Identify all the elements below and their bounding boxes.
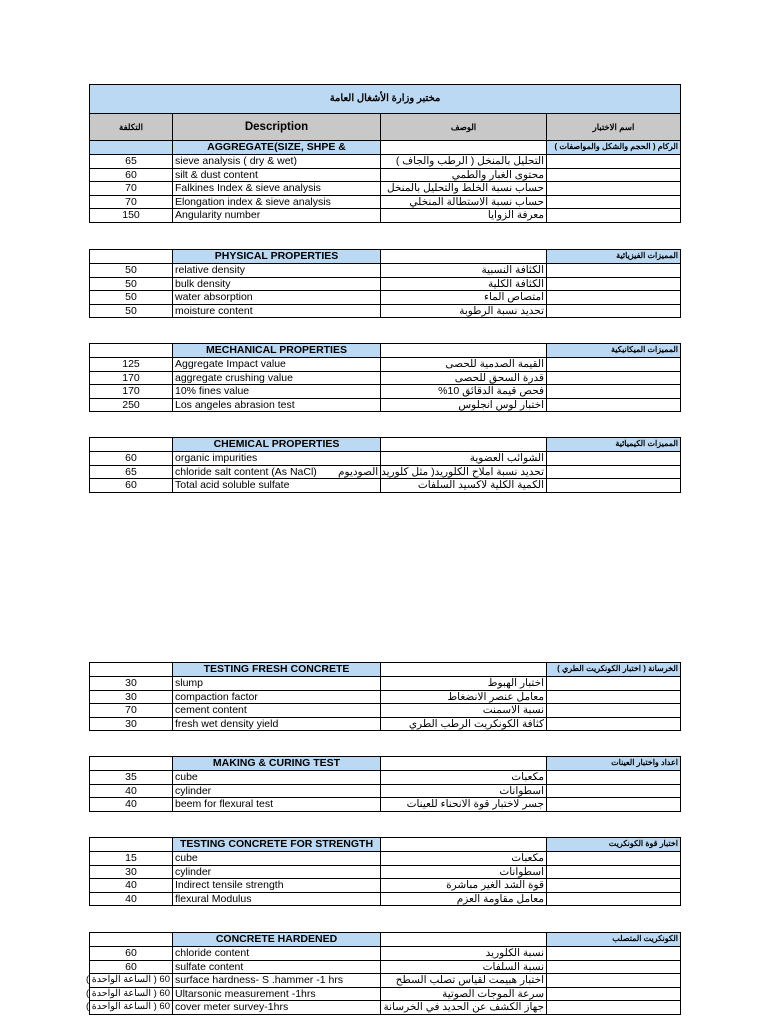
table-row	[90, 291, 681, 305]
description-ar-cell: معامل عنصر الانضغاط	[381, 690, 547, 704]
description-cell: surface hardness- S .hammer -1 hrs	[173, 974, 381, 988]
description-cell: cylinder	[173, 784, 381, 798]
section-blank	[381, 838, 547, 852]
section-title-ar: اعداد واختبار العينات	[547, 757, 681, 771]
section-title-ar: اختبار قوة الكونكريت	[547, 838, 681, 852]
table-row	[90, 452, 681, 466]
table-row	[90, 771, 681, 785]
cost-cell: 60 ( الساعة الواحدة )	[90, 1001, 173, 1015]
cost-cell: 125	[90, 358, 173, 372]
table-row	[90, 879, 681, 893]
section-hardened	[85, 932, 681, 1015]
section-cost-blank	[90, 250, 173, 264]
test-name-cell	[547, 398, 681, 412]
test-name-cell	[547, 155, 681, 169]
table-row	[90, 704, 681, 718]
description-ar-cell: نسبة السلفات	[381, 960, 547, 974]
cost-cell: 40	[90, 784, 173, 798]
table-row	[90, 264, 681, 278]
description-cell: water absorption	[173, 291, 381, 305]
cost-cell: 35	[90, 771, 173, 785]
section-physical	[89, 249, 681, 318]
cost-cell: 60	[90, 452, 173, 466]
description-ar-cell: قوة الشد الغير مباشرة	[381, 879, 547, 893]
table-row	[90, 385, 681, 399]
cost-cell: 50	[90, 304, 173, 318]
description-ar-cell: اسطوانات	[381, 865, 547, 879]
table-row	[90, 277, 681, 291]
section-title: PHYSICAL PROPERTIES	[173, 250, 381, 264]
test-name-cell	[547, 771, 681, 785]
table-row	[90, 865, 681, 879]
table-row	[90, 209, 681, 223]
description-cell: cube	[173, 852, 381, 866]
description-ar-cell: اختبار هبيمت لقياس تصلب السطح	[381, 974, 547, 988]
table-row	[90, 784, 681, 798]
description-cell: flexural Modulus	[173, 892, 381, 906]
section-chemical	[89, 437, 681, 493]
description-cell: cover meter survey-1hrs	[173, 1001, 381, 1015]
test-name-cell	[547, 879, 681, 893]
section-title-ar: الركام ( الحجم والشكل والمواصفات )	[547, 141, 681, 155]
cost-cell: 60	[90, 479, 173, 493]
cost-cell: 70	[90, 182, 173, 196]
cost-cell: 50	[90, 291, 173, 305]
description-cell: slump	[173, 677, 381, 691]
description-ar-cell: القيمة الصدمية للحصى	[381, 358, 547, 372]
description-ar-cell: الكثافة الكلية	[381, 277, 547, 291]
test-name-cell	[547, 168, 681, 182]
test-name-cell	[547, 385, 681, 399]
description-ar-cell: محتوى الغبار والطمي	[381, 168, 547, 182]
description-cell: fresh wet density yield	[173, 717, 381, 731]
test-name-cell	[547, 987, 681, 1001]
description-cell: bulk density	[173, 277, 381, 291]
test-name-cell	[547, 704, 681, 718]
cost-cell: 170	[90, 371, 173, 385]
table-row	[90, 717, 681, 731]
test-name-cell	[547, 304, 681, 318]
description-ar-cell: معامل مقاومة العزم	[381, 892, 547, 906]
cost-cell: 250	[90, 398, 173, 412]
cost-cell: 30	[90, 690, 173, 704]
description-cell: sieve analysis ( dry & wet)	[173, 155, 381, 169]
cost-cell: 40	[90, 892, 173, 906]
description-cell: silt & dust content	[173, 168, 381, 182]
description-ar-cell: مكعبات	[381, 771, 547, 785]
section-fresh-concrete	[89, 662, 681, 731]
description-cell: moisture content	[173, 304, 381, 318]
table-row	[90, 974, 681, 988]
section-title: TESTING CONCRETE FOR STRENGTH	[173, 838, 381, 852]
table-row	[90, 892, 681, 906]
cost-cell: 170	[90, 385, 173, 399]
description-cell: Total acid soluble sulfate	[173, 479, 381, 493]
section-title: TESTING FRESH CONCRETE	[173, 663, 381, 677]
page-title: مختبر وزارة الأشغال العامة	[90, 85, 681, 114]
description-ar-cell: التحليل بالمنخل ( الرطب والجاف )	[381, 155, 547, 169]
section-title: CONCRETE HARDENED	[173, 933, 381, 947]
section-aggregate	[89, 84, 681, 223]
cost-cell: 50	[90, 277, 173, 291]
table-row	[90, 677, 681, 691]
table-row	[90, 195, 681, 209]
section-blank	[381, 344, 547, 358]
description-ar-cell: اختبار لوس انجلوس	[381, 398, 547, 412]
description-cell: Ultarsonic measurement -1hrs	[173, 987, 381, 1001]
description-ar-cell: نسبة الاسمنت	[381, 704, 547, 718]
cost-cell: 65	[90, 465, 173, 479]
description-ar-cell: الكمية الكلية لاكسيد السلفات	[381, 479, 547, 493]
table-row	[90, 371, 681, 385]
test-name-cell	[547, 892, 681, 906]
test-name-cell	[547, 371, 681, 385]
description-cell: chloride content	[173, 947, 381, 961]
description-ar-cell: قدرة السحق للحصى	[381, 371, 547, 385]
column-header-test-name: اسم الاختبار	[547, 114, 681, 141]
test-name-cell	[547, 291, 681, 305]
table-row	[90, 465, 681, 479]
description-ar-cell: الشوائب العضوية	[381, 452, 547, 466]
description-ar-cell: حساب نسبة الاستطالة المنخلي	[381, 195, 547, 209]
test-name-cell	[547, 974, 681, 988]
table-row	[90, 398, 681, 412]
description-ar-cell: امتصاص الماء	[381, 291, 547, 305]
section-blank	[381, 933, 547, 947]
description-cell: Los angeles abrasion test	[173, 398, 381, 412]
test-name-cell	[547, 452, 681, 466]
test-name-cell	[547, 358, 681, 372]
description-cell: Aggregate Impact value	[173, 358, 381, 372]
description-ar-cell: الكثافة النسبية	[381, 264, 547, 278]
section-making-curing	[89, 756, 681, 812]
description-ar-cell: تحديد نسبة الرطوبة	[381, 304, 547, 318]
section-cost-blank	[90, 344, 173, 358]
section-title-ar: الكونكريت المتصلب	[547, 933, 681, 947]
description-cell: chloride salt content (As NaCl)	[173, 465, 381, 479]
section-cost-blank	[90, 438, 173, 452]
test-name-cell	[547, 960, 681, 974]
test-name-cell	[547, 182, 681, 196]
cost-cell: 30	[90, 677, 173, 691]
cost-cell: 70	[90, 704, 173, 718]
section-blank	[381, 757, 547, 771]
cost-cell: 150	[90, 209, 173, 223]
description-cell: Falkines Index & sieve analysis	[173, 182, 381, 196]
description-cell: 10% fines value	[173, 385, 381, 399]
cost-cell: 30	[90, 717, 173, 731]
description-cell: cylinder	[173, 865, 381, 879]
cost-cell: 15	[90, 852, 173, 866]
description-ar-cell: اسطوانات	[381, 784, 547, 798]
test-name-cell	[547, 277, 681, 291]
description-cell: Angularity number	[173, 209, 381, 223]
test-name-cell	[547, 677, 681, 691]
section-blank	[381, 663, 547, 677]
description-ar-cell: فحص قيمة الدقائق 10%	[381, 385, 547, 399]
description-ar-cell: سرعة الموجات الصوتية	[381, 987, 547, 1001]
section-cost-blank	[90, 757, 173, 771]
cost-cell: 65	[90, 155, 173, 169]
section-mechanical	[89, 343, 681, 412]
description-ar-cell: تحديد نسبة املاح الكلوريد( مثل كلوريد الصوديوم	[381, 465, 547, 479]
table-row	[90, 1001, 681, 1015]
table-row	[90, 358, 681, 372]
section-strength	[89, 837, 681, 906]
description-cell: Elongation index & sieve analysis	[173, 195, 381, 209]
test-name-cell	[547, 209, 681, 223]
table-row	[90, 947, 681, 961]
cost-cell: 70	[90, 195, 173, 209]
description-cell: compaction factor	[173, 690, 381, 704]
test-name-cell	[547, 264, 681, 278]
section-cost-blank	[90, 838, 173, 852]
table-row	[90, 168, 681, 182]
test-name-cell	[547, 865, 681, 879]
cost-cell: 40	[90, 879, 173, 893]
table-row	[90, 182, 681, 196]
description-cell: relative density	[173, 264, 381, 278]
cost-cell: 60	[90, 960, 173, 974]
table-row	[90, 960, 681, 974]
section-title-ar: المميزات الكيميائية	[547, 438, 681, 452]
cost-cell: 60	[90, 168, 173, 182]
test-name-cell	[547, 717, 681, 731]
section-title: CHEMICAL PROPERTIES	[173, 438, 381, 452]
description-cell: beem for flexural test	[173, 798, 381, 812]
section-cost-blank	[90, 141, 173, 155]
section-blank	[381, 250, 547, 264]
description-ar-cell: نسبة الكلوريد	[381, 947, 547, 961]
description-ar-cell: كثافة الكونكريت الرطب الطري	[381, 717, 547, 731]
section-title-ar: الخرسانة ( اختبار الكونكريت الطري )	[547, 663, 681, 677]
table-row	[90, 852, 681, 866]
description-cell: cube	[173, 771, 381, 785]
test-name-cell	[547, 195, 681, 209]
column-header-description: Description	[173, 114, 381, 141]
table-row	[90, 479, 681, 493]
description-cell: sulfate content	[173, 960, 381, 974]
section-cost-blank	[90, 663, 173, 677]
table-row	[90, 798, 681, 812]
description-cell: cement content	[173, 704, 381, 718]
cost-cell: 60 ( الساعة الواحدة )	[90, 987, 173, 1001]
table-row	[90, 155, 681, 169]
table-row	[90, 987, 681, 1001]
description-ar-cell: اختبار الهبوط	[381, 677, 547, 691]
description-ar-cell: مكعبات	[381, 852, 547, 866]
section-blank	[381, 141, 547, 155]
table-row	[90, 304, 681, 318]
section-title-ar: المميزات الميكانيكية	[547, 344, 681, 358]
test-name-cell	[547, 1001, 681, 1015]
section-title: AGGREGATE(SIZE, SHPE &	[173, 141, 381, 155]
test-name-cell	[547, 465, 681, 479]
cost-cell: 50	[90, 264, 173, 278]
test-name-cell	[547, 479, 681, 493]
description-ar-cell: حساب نسبة الخلط والتحليل بالمنخل	[381, 182, 547, 196]
column-header-description-ar: الوصف	[381, 114, 547, 141]
description-cell: organic impurities	[173, 452, 381, 466]
column-header-cost: التكلفة	[90, 114, 173, 141]
test-name-cell	[547, 690, 681, 704]
description-cell: Indirect tensile strength	[173, 879, 381, 893]
table-row	[90, 690, 681, 704]
description-ar-cell: جسر لاختبار قوة الانحناء للعينات	[381, 798, 547, 812]
cost-cell: 60 ( الساعة الواحدة )	[90, 974, 173, 988]
description-ar-cell: معرفة الزوايا	[381, 209, 547, 223]
section-blank	[381, 438, 547, 452]
description-ar-cell: جهاز الكشف عن الحديد في الخرسانة	[381, 1001, 547, 1015]
description-cell: aggregate crushing value	[173, 371, 381, 385]
cost-cell: 40	[90, 798, 173, 812]
test-name-cell	[547, 798, 681, 812]
section-cost-blank	[90, 933, 173, 947]
test-name-cell	[547, 784, 681, 798]
section-title: MAKING & CURING TEST	[173, 757, 381, 771]
test-name-cell	[547, 947, 681, 961]
section-title: MECHANICAL PROPERTIES	[173, 344, 381, 358]
test-name-cell	[547, 852, 681, 866]
cost-cell: 60	[90, 947, 173, 961]
cost-cell: 30	[90, 865, 173, 879]
section-title-ar: المميزات الفيزيائية	[547, 250, 681, 264]
